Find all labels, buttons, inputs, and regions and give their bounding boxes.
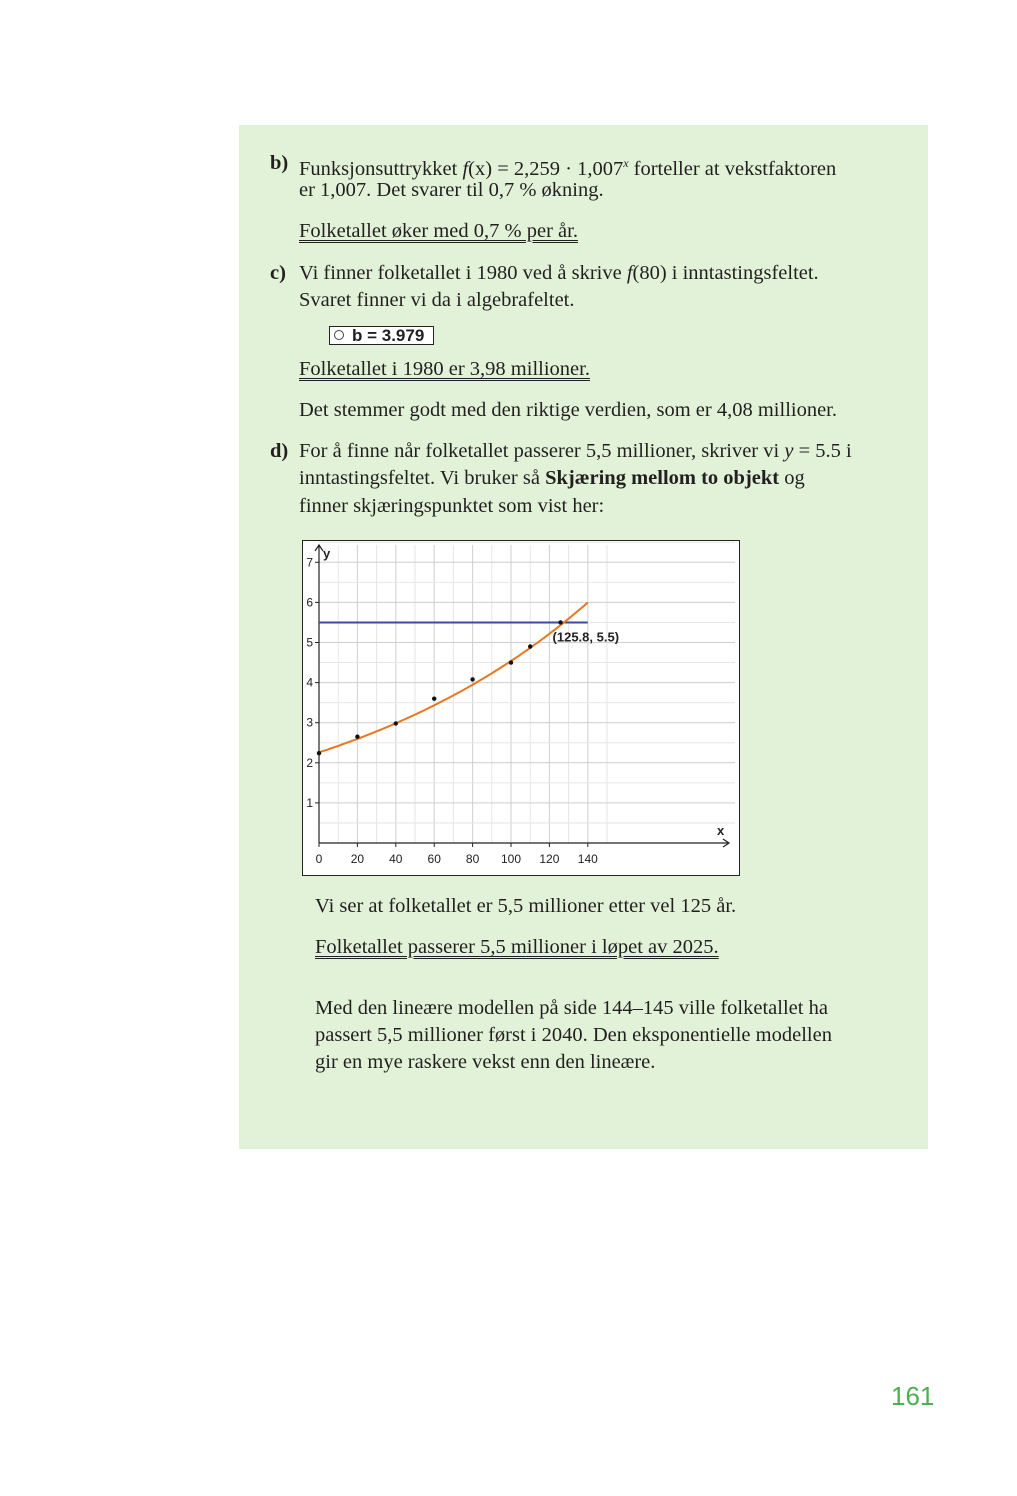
part-d-answer: Folketallet passerer 5,5 millioner i løpet av 2025. <box>315 936 719 958</box>
intersection-point <box>558 620 562 624</box>
data-point <box>470 677 474 681</box>
x-tick-label: 100 <box>500 852 522 866</box>
part-b-answer: Folketallet øker med 0,7 % per år. <box>299 220 578 242</box>
y-tick-label: 1 <box>306 795 313 810</box>
part-b-line1: Funksjonsuttrykket $f(x) = 2,259 \cdot 1,007^x$ forteller at vekstfaktoren <box>299 156 837 180</box>
x-tick-label: 140 <box>577 852 598 866</box>
intersection-label: (125.8, 5.5) <box>552 629 620 645</box>
y-tick-label: 2 <box>306 755 313 770</box>
algebra-result: b = 3.979 <box>329 326 434 345</box>
part-d-label: d) <box>270 440 289 462</box>
data-point <box>432 696 436 700</box>
part-c-line1: Vi finner folketallet i 1980 ved å skrive f(80) i inntastingsfeltet. <box>299 262 819 284</box>
y-tick-label: 5 <box>306 635 313 650</box>
data-point <box>509 660 513 664</box>
part-c-note: Det stemmer godt med den riktige verdien, som er 4,08 millioner. <box>299 399 838 421</box>
part-d-line1: For å finne når folketallet passerer 5,5 millioner, skriver vi y = 5.5 i <box>299 440 852 462</box>
graph-panel <box>302 540 740 876</box>
part-c-line2: Svaret finner vi da i algebrafeltet. <box>299 289 575 311</box>
x-axis-label: x <box>717 823 725 838</box>
chart-svg <box>303 541 739 875</box>
data-point <box>394 721 398 725</box>
y-tick-label: 4 <box>306 675 313 690</box>
y-axis-label: y <box>323 546 331 561</box>
data-point <box>528 644 532 648</box>
part-b-label: b) <box>270 152 289 174</box>
x-tick-label: 120 <box>539 852 560 866</box>
part-d-para-1: Med den lineære modellen på side 144–145 ville folketallet ha <box>315 997 828 1019</box>
x-tick-label: 80 <box>465 852 480 866</box>
part-c-answer: Folketallet i 1980 er 3,98 millioner. <box>299 358 590 380</box>
x-tick-label: 60 <box>427 852 441 866</box>
visibility-circle-icon <box>334 330 344 340</box>
part-b-line2: er 1,007. Det svarer til 0,7 % økning. <box>299 179 604 201</box>
part-d-line2: inntastingsfeltet. Vi bruker så Skjæring mellom to objekt og <box>299 467 805 489</box>
page-number: 161 <box>891 1381 935 1411</box>
data-point <box>355 735 359 739</box>
part-d-para-3: gir en mye raskere vekst enn den lineære. <box>315 1051 656 1073</box>
y-tick-label: 6 <box>306 595 313 610</box>
part-d-after: Vi ser at folketallet er 5,5 millioner etter vel 125 år. <box>315 895 737 917</box>
data-point <box>317 751 321 755</box>
part-c-label: c) <box>270 262 286 284</box>
x-tick-label: 40 <box>389 852 403 866</box>
part-d-para-2: passert 5,5 millioner først i 2040. Den eksponentielle modellen <box>315 1024 832 1046</box>
part-d-line3: finner skjæringspunktet som vist her: <box>299 495 605 517</box>
x-tick-label: 0 <box>315 852 323 866</box>
x-tick-label: 20 <box>350 852 365 866</box>
y-tick-label: 7 <box>306 555 313 570</box>
y-tick-label: 3 <box>306 715 313 730</box>
